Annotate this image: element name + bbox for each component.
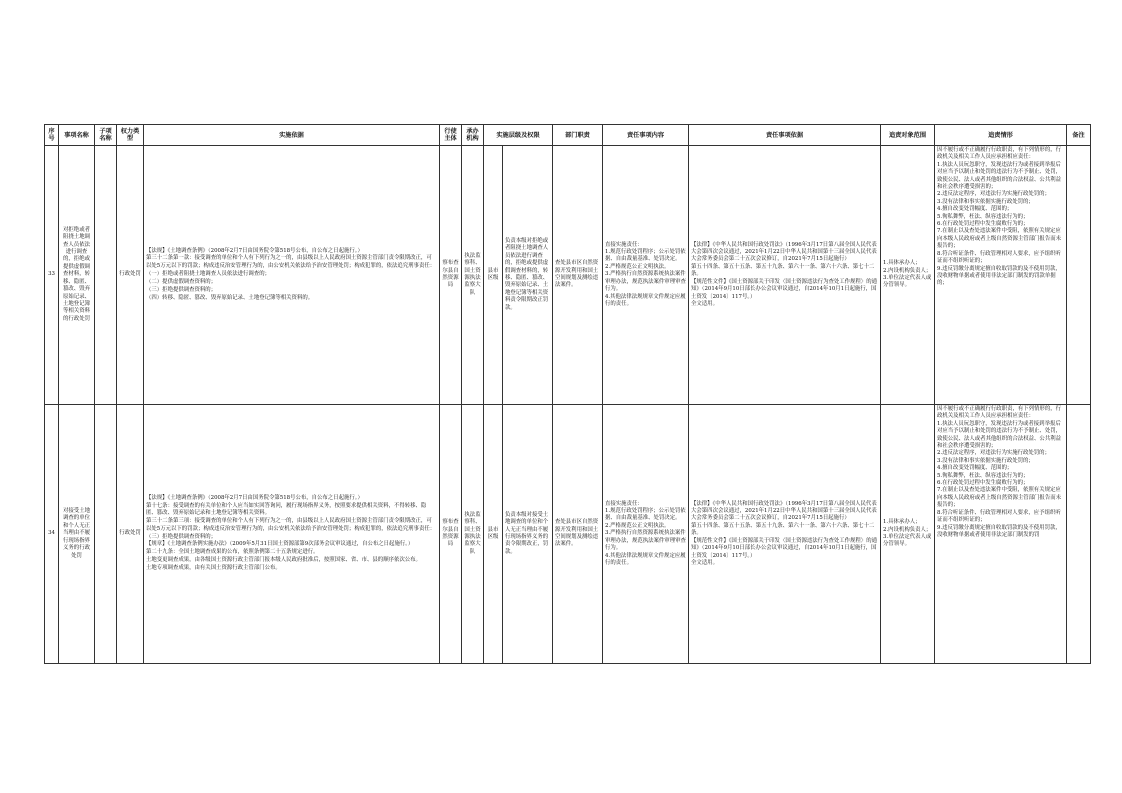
header-cases: 追责情形 (935, 125, 1067, 146)
content-line: 2.严格规范公正文明执法。 (605, 263, 670, 270)
row-name: 对拒绝或者阻挠土地调查人员依法进行调查的，拒绝或提供虚假调查材料，转移、隐匿、篡改、毁弃原始记录、土地登记簿等相关资料的行政处罚 (59, 146, 95, 405)
basis-line: （一）拒绝或者阻挠土地调查人员依法进行调查的； (146, 270, 270, 277)
power-list-table (44, 124, 1091, 664)
target-line: 3.单位法定代表人或分管领导。 (883, 534, 932, 548)
cases-line: 2.违反法定程序，对违法行为实施行政处罚的； (937, 450, 1050, 457)
row-level: 县市区级 (484, 146, 503, 405)
header-duty: 部门职责 (553, 125, 603, 146)
basis-line: （四）转移、隐匿、篡改、毁弃原始记录、土地登记簿等相关资料的。 (146, 294, 314, 301)
row-duty: 查处县市区自然资源开发利用和国土空间规划及测绘违法案件。 (553, 146, 603, 405)
resp-line: 【规范性文件】《国土资源部关于印发〈国土资源违法行为查处工作规程〉的通知》（2014年9月10日部长办公会议审议通过，自2014年10月1日起施行，国土资发〔2014〕117号。） (691, 278, 877, 300)
cases-line: 8.符合听证条件、行政管理相对人要求，应予组织听证而不组织听证的； (937, 250, 1061, 265)
row-no: 34 (45, 405, 59, 664)
header-sub: 子项名称 (95, 125, 117, 146)
basis-line: 第三十二条第三项：接受调查的单位和个人有下列行为之一的，由县级以上人民政府国土资源主管部门责令限期改正，可以处5万元以下的罚款；构成违反治安管理行为的，由公安机关依法给予治安管理处罚；构成犯罪的，依法追究刑事责任： (146, 518, 436, 532)
row-resp (689, 146, 881, 405)
basis-line: 第三十二条第一款：接受调查的单位和个人有下列行为之一的，由县级以上人民政府国土资源主管部门责令限期改正，可以处5万元以下的罚款；构成违反治安管理行为的，由公安机关依法给予治安管理处罚；构成犯罪的，依法追究刑事责任： (146, 255, 436, 269)
basis-line: 第二十九条：全国土地调查成果的公布，依照条例第二十五条规定进行。 (146, 549, 319, 556)
row-target (881, 405, 935, 664)
row-scope: 负责本级对接受土地调查的单位和个人无正当理由不履行现场指界义务的责令限期改正，罚款。 (503, 405, 553, 664)
cases-line: 3.没有法律和事实依据实施行政处罚的； (937, 198, 1034, 205)
row-subject: 察布查尔县自然资源局 (440, 405, 462, 664)
content-line: 直接实施责任： (605, 241, 643, 248)
row-resp (689, 405, 881, 664)
cases-line: 9.违反罚缴分离规定擅自收取罚款的及不使用罚款，没收财物单据或者使用非法定部门制发的罚 (937, 524, 1061, 538)
header-content: 责任事项内容 (603, 125, 689, 146)
basis-line: 【法规】《土地调查条例》（2008年2月7日由国务院令第518号公布，自公布之日起施行。） (146, 494, 363, 501)
resp-line: 全文适用。 (691, 559, 718, 566)
row-sub (95, 405, 117, 664)
header-subject: 行使主体 (440, 125, 462, 146)
basis-line: 【规章】《土地调查条例实施办法》（2009年5月31日国土资源部第9次部务会议审议通过，自公布之日起施行。） (146, 541, 414, 548)
basis-line: 【法规】《土地调查条例》（2008年2月7日由国务院令第518号公布，自公布之日起施行。） (146, 247, 363, 254)
row-org: 执法监察科、国土资源执法监察大队 (462, 405, 484, 664)
cases-line: 4.擅自改变处罚幅度、范围的； (937, 206, 1013, 213)
header-target: 追责对象范围 (881, 125, 935, 146)
resp-line: 【规范性文件】《国土资源部关于印发〈国土资源违法行为查处工作规程〉的通知》（2014年9月10日部长办公会议审议通过，自2014年10月1日起施行，国土资发〔2014〕117号。） (691, 537, 877, 559)
row-basis (144, 405, 440, 664)
header-org: 承办机构 (462, 125, 484, 146)
row-target (881, 146, 935, 405)
resp-line: 第五十四条、第五十五条、第五十九条、第六十一条、第六十六条、第七十二条。 (691, 263, 875, 278)
cases-line: 因不履行或不正确履行行政职责，有下列情形的，行政机关及相关工作人员应承担相应责任： (937, 406, 1061, 420)
basis-line: （三）拒绝提供调查资料的； (146, 533, 217, 540)
content-line: 4.其他法律法规规章文件规定应履行的责任。 (605, 293, 686, 307)
content-line: 3.严格执行自然资源系统执法案件审理办法，规范执法案件审理审查行为。 (605, 530, 686, 552)
cases-line: 9.违反罚缴分离规定擅自收取罚款的及不使用罚款，没收财物单据或者使用非法定部门制发的罚款单据的； (937, 265, 1061, 287)
header-type: 权力类型 (117, 125, 144, 146)
row-basis (144, 146, 440, 405)
cases-line: 6.在行政处罚过程中发生腐败行为的； (937, 221, 1029, 228)
row-content (603, 405, 689, 664)
table-row (45, 405, 1091, 664)
header-row (45, 125, 1091, 146)
power-list-sheet (44, 124, 1091, 664)
row-no: 33 (45, 146, 59, 405)
basis-line: （二）提供虚假调查资料的； (146, 278, 217, 285)
target-line: 2.内设机构负责人； (883, 526, 932, 533)
header-no: 序号 (45, 125, 59, 146)
table-row (45, 146, 1091, 405)
cases-line: 1.执法人员玩忽职守，发现违法行为或者接到举报后对应当予以制止和处罚的违法行为不予制止、处罚，致使公民、法人或者其他组织的合法权益、公共利益和社会秩序遭受损害的； (937, 161, 1061, 191)
row-scope: 负责本级对拒绝或者阻挠土地调查人员依法进行调查的，拒绝或提供虚假调查材料的，转移、隐匿、篡改、毁弃原始记录、土地登记簿等相关资料责令限期改正罚款。 (503, 146, 553, 405)
cases-line: 3.没有法律和事实依据实施行政处罚的； (937, 457, 1034, 464)
cases-line: 4.擅自改变处罚幅度、范围的； (937, 465, 1013, 472)
content-line: 2.严格规范公正文明执法。 (605, 522, 670, 529)
row-cases (935, 146, 1067, 405)
cases-line: 7.在制止以及查处违法案件中受阻，依照有关规定应向本级人民政府或者上级自然资源主管部门报告而未报告的； (937, 228, 1061, 250)
row-content (603, 146, 689, 405)
cases-line: 6.在行政处罚过程中发生腐败行为的； (937, 480, 1029, 487)
row-subject: 察布查尔县自然资源局 (440, 146, 462, 405)
header-name: 事项名称 (59, 125, 95, 146)
content-line: 1.规范行政处罚程序；公示处罚依据、自由裁量基准、处罚决定。 (605, 249, 686, 263)
content-line: 1.规范行政处罚程序；公示处罚依据、自由裁量基准、处罚决定。 (605, 508, 686, 522)
target-line: 3.单位法定代表人或分管领导。 (883, 275, 932, 289)
row-name: 对接受土地调查的单位和个人无正当理由不履行现场指界义务的行政处罚 (59, 405, 95, 664)
basis-line: （三）拒绝提供调查资料的； (146, 286, 217, 293)
target-line: 1.具体承办人； (883, 260, 921, 267)
cases-line: 1.执法人员玩忽职守，发现违法行为或者接到举报后对应当予以制止和处罚的违法行为不予制止、处罚，致使公民、法人或者其他组织的合法权益、公共利益和社会秩序遭受损害的； (937, 420, 1061, 450)
row-duty: 查处县市区自然资源开发利用和国土空间规划及测绘违法案件。 (553, 405, 603, 664)
cases-line: 因不履行或不正确履行行政职责，有下列情形的，行政机关及相关工作人员应承担相应责任： (937, 147, 1061, 161)
header-basis: 实施依据 (144, 125, 440, 146)
row-cases (935, 405, 1067, 664)
row-note (1067, 146, 1091, 405)
header-level: 实施层级及权限 (484, 125, 553, 146)
row-type: 行政处罚 (117, 146, 144, 405)
resp-line: 【法律】《中华人民共和国行政处罚法》（1996年3月17日第八届全国人民代表大会第四次会议通过，2021年1月22日中华人民共和国第十三届全国人民代表大会常务委员会第二十五次会议修订，自2021年7月15日起施行） (691, 241, 877, 263)
row-sub (95, 146, 117, 405)
cases-line: 5.徇私舞弊，枉法、纵容违法行为的； (937, 472, 1029, 479)
content-line: 3.严格执行自然资源系统执法案件审理办法，规范执法案件审理审查行为。 (605, 271, 686, 293)
cases-line: 7.在制止以及查处违法案件中受阻，依照有关规定应向本级人民政府或者上级自然资源主管部门报告而未报告的； (937, 487, 1061, 509)
target-line: 2.内设机构负责人； (883, 267, 932, 274)
content-line: 4.其他法律法规规章文件规定应履行的责任。 (605, 552, 686, 566)
basis-line: 第十七条：接受调查的有关单位和个人应当如实回答询问，履行现场指界义务，按照要求提供相关资料，不得转移、隐匿、篡改、毁弃原始记录和土地登记簿等相关资料。 (146, 502, 427, 517)
content-line: 直接实施责任： (605, 500, 643, 507)
resp-line: 全文适用。 (691, 300, 718, 307)
row-type: 行政处罚 (117, 405, 144, 664)
basis-line: 土地变更调查成果，由各级国土资源行政主管部门报本级人民政府批准后，按照国家、省、市、县的顺序依次公布。 (146, 557, 421, 564)
row-note (1067, 405, 1091, 664)
header-note: 备注 (1067, 125, 1091, 146)
header-resp: 责任事项依据 (689, 125, 881, 146)
resp-line: 第五十四条、第五十五条、第五十九条、第六十一条、第六十六条、第七十二条。 (691, 522, 875, 537)
row-org: 执法监察科、国土资源执法监察大队 (462, 146, 484, 405)
basis-line: 土地专项调查成果，由有关国土资源行政主管部门公布。 (146, 565, 281, 572)
row-level: 县市区级 (484, 405, 503, 664)
target-line: 1.具体承办人； (883, 519, 921, 526)
cases-line: 2.违反法定程序，对违法行为实施行政处罚的； (937, 191, 1050, 198)
cases-line: 8.符合听证条件、行政管理相对人要求，应予组织听证而不组织听证的； (937, 509, 1061, 524)
cases-line: 5.徇私舞弊，枉法、纵容违法行为的； (937, 213, 1029, 220)
resp-line: 【法律】《中华人民共和国行政处罚法》（1996年3月17日第八届全国人民代表大会第四次会议通过，2021年1月22日中华人民共和国第十三届全国人民代表大会常务委员会第二十五次会议修订，自2021年7月15日起施行） (691, 500, 877, 522)
